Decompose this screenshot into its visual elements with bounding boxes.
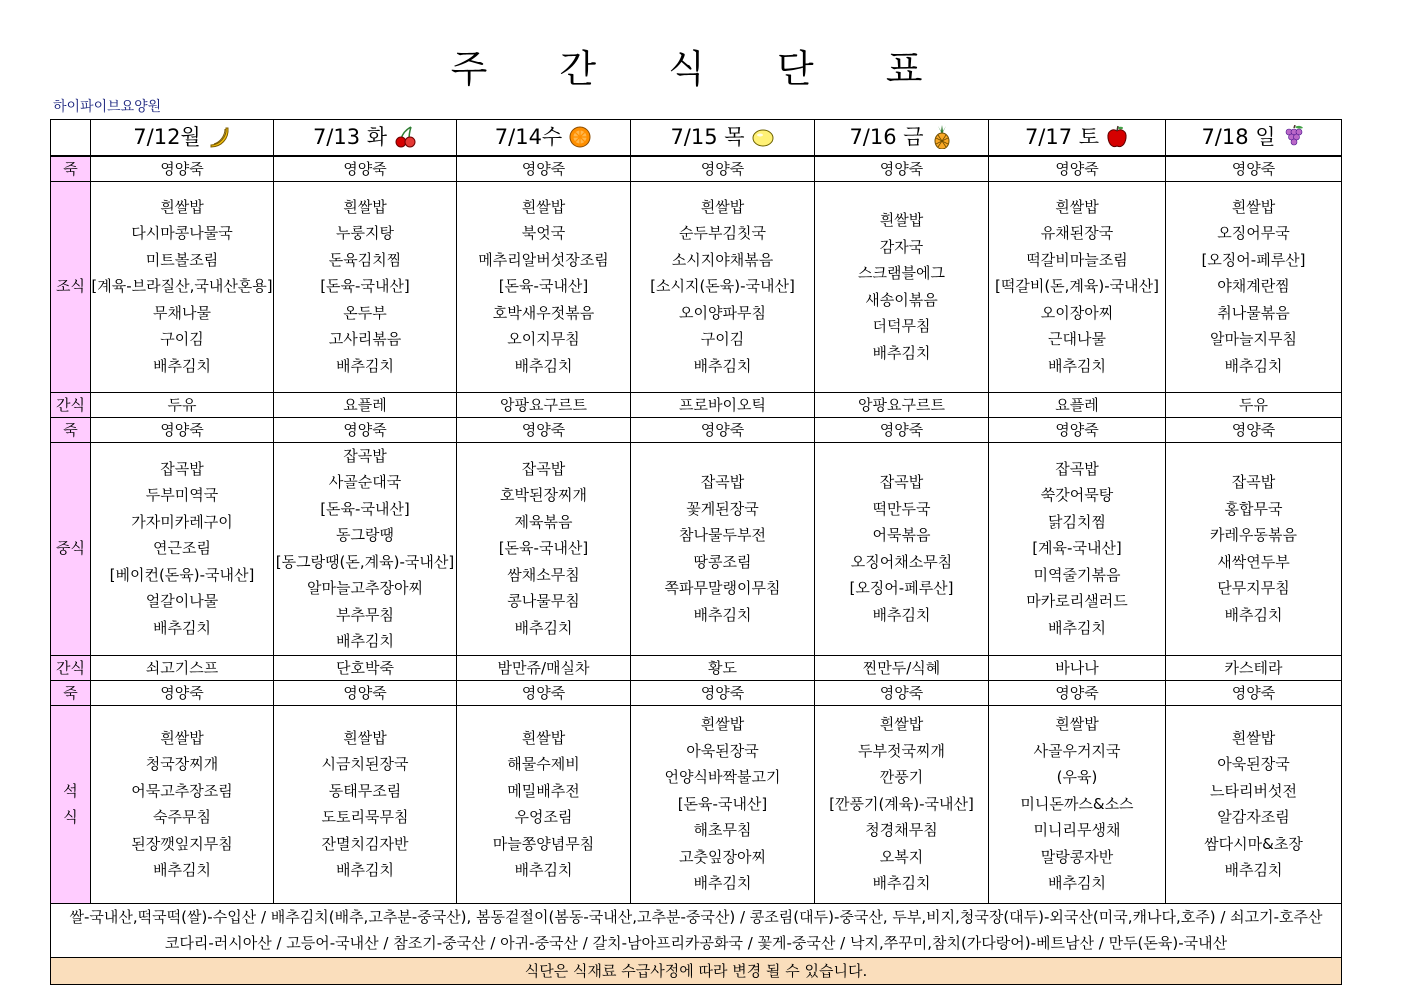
menu-cell <box>1166 181 1342 392</box>
row-label-lunch: 중식 <box>51 442 91 655</box>
food-item: 새싹연두부 <box>1217 552 1290 571</box>
menu-cell: 영양죽 <box>457 156 631 182</box>
food-item: 얼갈이나물 <box>145 592 219 611</box>
menu-cell: 영양죽 <box>631 156 815 182</box>
food-item: 잡곡밥 <box>879 473 924 491</box>
food-item: 호박새우젓볶음 <box>492 303 595 322</box>
menu-cell: 영양죽 <box>1166 156 1342 182</box>
food-item: 쌈다시마&초장 <box>1204 834 1303 853</box>
menu-cell: 요플레 <box>274 392 457 417</box>
food-item: [베이컨(돈육)-국내산] <box>109 565 255 584</box>
day-label: 7/12월 <box>133 125 201 149</box>
porridge-noon-row <box>51 417 1342 442</box>
food-item: 배추김치 <box>153 861 211 879</box>
row-label-breakfast: 조식 <box>51 181 91 392</box>
food-item: 닭김치찜 <box>1048 512 1106 531</box>
facility-name: 하이파이브요양원 <box>53 99 162 115</box>
food-item: 쪽파무말랭이무침 <box>664 579 781 597</box>
food-item: 흰쌀밥 <box>343 728 387 747</box>
food-item: 아욱된장국 <box>1217 755 1290 773</box>
menu-cell: 두유 <box>91 392 274 417</box>
breakfast-row <box>51 181 1342 392</box>
menu-cell: 앙팡요구르트 <box>815 392 989 417</box>
food-item: 오복지 <box>879 847 924 866</box>
food-item: 해물수제비 <box>507 755 580 773</box>
menu-cell: 영양죽 <box>91 680 274 705</box>
food-item: 마늘쫑양념무침 <box>492 834 595 853</box>
menu-cell: 영양죽 <box>989 417 1166 442</box>
menu-cell: 영양죽 <box>91 156 274 182</box>
food-item: 알마늘지무침 <box>1210 330 1297 349</box>
food-item: 흰쌀밥 <box>700 197 745 216</box>
dinner-label-line-2: 식 <box>63 808 78 826</box>
menu-cell <box>815 705 989 903</box>
food-item: 근대나물 <box>1048 330 1106 349</box>
food-item: 홍합무국 <box>1224 499 1283 518</box>
menu-cell: 바나나 <box>989 655 1166 680</box>
menu-cell <box>631 442 815 655</box>
origin-line-1: 쌀-국내산,떡국떡(쌀)-수입산 / 배추김치(배추,고추분-중국산), 봄동겉절이(봄동-국내산,고추분-중국산) / 콩조림(대두)-중국산, 두부,비지,청국장(대두)-외국산(미국,캐나다,호주) / 쇠고기-호주산 <box>69 907 1323 926</box>
menu-cell: 찐만두/식혜 <box>815 655 989 680</box>
food-item: 배추김치 <box>872 343 931 362</box>
food-item: 배추김치 <box>1224 356 1283 375</box>
menu-cell <box>91 181 274 392</box>
food-item: 배추김치 <box>1224 605 1283 624</box>
food-item: [소시지(돈육)-국내산] <box>650 277 795 296</box>
food-item: 제육볶음 <box>514 512 573 531</box>
food-item: 도토리묵무침 <box>321 808 409 826</box>
cherry-icon <box>393 125 417 149</box>
menu-cell: 영양죽 <box>274 417 457 442</box>
food-item: 알마늘고추장아찌 <box>307 579 423 597</box>
food-item: 배추김치 <box>693 356 752 375</box>
menu-cell: 영양죽 <box>1166 680 1342 705</box>
food-item: 무채나물 <box>153 303 211 322</box>
row-label-porridge: 죽 <box>51 680 91 705</box>
food-item: 메밀배추전 <box>507 781 580 800</box>
day-label: 7/16 금 <box>849 125 924 149</box>
food-item: 언양식바짝불고기 <box>664 768 781 787</box>
food-item: 우엉조림 <box>514 808 573 826</box>
menu-cell: 영양죽 <box>457 417 631 442</box>
day-label-wrap <box>313 124 417 151</box>
food-item: 스크램블에그 <box>858 264 945 282</box>
food-item: 고춧잎장아찌 <box>679 847 766 866</box>
day-header <box>815 120 989 156</box>
food-item: [계육-브라질산,국내산혼용] <box>91 277 273 296</box>
food-item: [오징어-페루산] <box>1201 250 1306 269</box>
dinner-label-line-1: 석 <box>63 782 78 800</box>
food-item: 떡만두국 <box>872 499 931 518</box>
menu-cell <box>274 442 457 655</box>
food-item: 오징어무국 <box>1217 224 1290 243</box>
weekly-menu-table <box>50 119 1342 985</box>
food-item: 배추김치 <box>514 618 573 637</box>
food-item: 흰쌀밥 <box>160 728 204 747</box>
menu-cell <box>1166 442 1342 655</box>
food-item: 가자미카레구이 <box>131 512 233 531</box>
row-label-snack: 간식 <box>51 392 91 417</box>
food-item: 청경채무침 <box>865 821 938 840</box>
menu-cell <box>631 181 815 392</box>
food-item: 오이장아찌 <box>1040 303 1114 322</box>
menu-cell: 영양죽 <box>457 680 631 705</box>
day-label-wrap <box>670 124 774 151</box>
food-item: 흰쌀밥 <box>879 715 924 734</box>
menu-cell: 영양죽 <box>989 680 1166 705</box>
food-item: 배추김치 <box>872 605 931 624</box>
food-item: 청국장찌개 <box>145 755 219 773</box>
food-item: 흰쌀밥 <box>160 197 204 216</box>
lemon-icon <box>751 125 775 149</box>
day-label: 7/15 목 <box>670 125 745 149</box>
day-label-wrap <box>495 124 592 151</box>
food-item: 북엇국 <box>521 224 566 243</box>
orange-icon <box>568 125 592 149</box>
food-item: 된장깻잎지무침 <box>131 834 233 853</box>
menu-cell: 프로바이오틱 <box>631 392 815 417</box>
food-item: 콩나물무침 <box>507 592 580 611</box>
menu-cell <box>274 705 457 903</box>
food-item: 배추김치 <box>514 861 573 879</box>
menu-cell: 영양죽 <box>631 680 815 705</box>
menu-cell: 영양죽 <box>989 156 1166 182</box>
notice-text: 식단은 식재료 수급사정에 따라 변경 될 수 있습니다. <box>51 957 1342 985</box>
menu-cell <box>91 442 274 655</box>
row-label-snack: 간식 <box>51 655 91 680</box>
food-item: 흰쌀밥 <box>521 197 566 216</box>
food-item: 배추김치 <box>1048 356 1106 375</box>
food-item: 잡곡밥 <box>160 459 204 478</box>
food-item: 배추김치 <box>336 356 394 375</box>
food-item: 소시지야채볶음 <box>671 250 774 269</box>
food-item: 호박된장찌개 <box>500 486 587 505</box>
food-item: 사골순대국 <box>328 473 402 491</box>
food-item: 배추김치 <box>336 632 394 650</box>
food-item: 카레우동볶음 <box>1210 526 1297 544</box>
menu-cell: 요플레 <box>989 392 1166 417</box>
food-item: 배추김치 <box>336 861 394 879</box>
food-item: 배추김치 <box>1048 618 1106 637</box>
menu-cell <box>815 181 989 392</box>
page-title: 주 간 식 단 표 <box>450 47 953 91</box>
menu-cell: 영양죽 <box>815 417 989 442</box>
food-item: 두부젓국찌개 <box>858 741 945 760</box>
day-header <box>1166 120 1342 156</box>
food-item: 동그랑땡 <box>336 526 394 544</box>
food-item: [돈육-국내산] <box>498 539 589 558</box>
food-item: 고사리볶음 <box>328 330 402 349</box>
corner-cell <box>51 120 91 156</box>
food-item: 구이김 <box>160 330 204 349</box>
menu-cell <box>91 705 274 903</box>
menu-cell: 앙팡요구르트 <box>457 392 631 417</box>
day-label: 7/13 화 <box>312 125 388 149</box>
menu-cell: 영양죽 <box>815 680 989 705</box>
menu-cell <box>1166 705 1342 903</box>
food-item: 새송이볶음 <box>865 290 938 309</box>
menu-cell <box>989 442 1166 655</box>
food-item: 흰쌀밥 <box>879 211 924 229</box>
food-item: 잡곡밥 <box>700 473 745 491</box>
menu-cell: 황도 <box>631 655 815 680</box>
food-item: 야채계란찜 <box>1217 277 1290 296</box>
menu-cell: 밤만쥬/매실차 <box>457 655 631 680</box>
menu-cell: 카스테라 <box>1166 655 1342 680</box>
food-item: 해초무침 <box>693 821 752 840</box>
food-item: 잡곡밥 <box>1055 459 1099 478</box>
food-item: 떡갈비마늘조림 <box>1026 250 1128 269</box>
menu-cell: 영양죽 <box>815 156 989 182</box>
food-item: 어묵볶음 <box>872 526 931 544</box>
menu-cell <box>989 181 1166 392</box>
menu-cell: 영양죽 <box>274 156 457 182</box>
day-label-wrap <box>1201 124 1305 151</box>
notice-row <box>51 957 1342 985</box>
food-item: [돈육-국내산] <box>677 794 768 813</box>
food-item: [떡갈비(돈,계육)-국내산] <box>995 277 1159 296</box>
food-item: 시금치된장국 <box>321 755 409 773</box>
food-item: 미트볼조림 <box>145 250 219 269</box>
food-item: 어묵고추장조림 <box>131 781 233 800</box>
food-item: 흰쌀밥 <box>521 728 566 747</box>
day-label-wrap <box>133 124 230 151</box>
food-item: 흰쌀밥 <box>1055 715 1099 734</box>
food-item: [계육-국내산] <box>1032 539 1122 558</box>
menu-cell <box>274 181 457 392</box>
food-item: 흰쌀밥 <box>1231 728 1276 747</box>
food-item: 감자국 <box>879 237 924 256</box>
food-item: 부추무침 <box>336 605 394 624</box>
apple-icon <box>1105 125 1129 149</box>
origin-info <box>51 903 1342 957</box>
food-item: 다시마콩나물국 <box>131 224 233 243</box>
origin-row <box>51 903 1342 957</box>
food-item: 배추김치 <box>693 874 752 893</box>
day-label-wrap <box>849 124 953 151</box>
pineapple-icon <box>930 125 954 149</box>
food-item: 말랑콩자반 <box>1040 847 1114 866</box>
food-item: 잔멸치김자반 <box>321 834 409 853</box>
day-header <box>91 120 274 156</box>
food-item: 아욱된장국 <box>686 741 759 760</box>
menu-cell <box>457 705 631 903</box>
food-item: 오이지무침 <box>507 330 580 349</box>
food-item: 잡곡밥 <box>521 459 566 478</box>
day-header <box>457 120 631 156</box>
food-item: [돈육-국내산] <box>320 277 410 296</box>
day-label: 7/18 일 <box>1201 125 1276 149</box>
menu-cell: 영양죽 <box>274 680 457 705</box>
food-item: 온두부 <box>343 303 387 322</box>
food-item: 잡곡밥 <box>343 446 387 465</box>
food-item: 흰쌀밥 <box>700 715 745 734</box>
day-label: 7/14수 <box>494 125 563 149</box>
food-item: 땅콩조림 <box>693 552 752 571</box>
snack-pm-row <box>51 655 1342 680</box>
porridge-am-row <box>51 156 1342 182</box>
menu-cell: 영양죽 <box>631 417 815 442</box>
food-item: 흰쌀밥 <box>1055 197 1099 216</box>
food-item: 순두부김칫국 <box>679 224 766 243</box>
food-item: 쌈채소무침 <box>507 565 580 584</box>
food-item: 흰쌀밥 <box>1231 197 1276 216</box>
food-item: 동태무조림 <box>328 781 402 800</box>
food-item: 느타리버섯전 <box>1210 781 1297 800</box>
menu-cell: 두유 <box>1166 392 1342 417</box>
food-item: 마카로리샐러드 <box>1026 592 1128 611</box>
menu-cell: 영양죽 <box>91 417 274 442</box>
food-item: 미니리무생채 <box>1033 821 1121 840</box>
lunch-row <box>51 442 1342 655</box>
menu-cell <box>989 705 1166 903</box>
food-item: 배추김치 <box>153 618 211 637</box>
menu-cell: 쇠고기스프 <box>91 655 274 680</box>
day-label: 7/17 토 <box>1024 125 1100 149</box>
food-item: 배추김치 <box>1048 874 1106 893</box>
day-header-row <box>51 120 1342 156</box>
food-item: [돈육-국내산] <box>498 277 589 296</box>
food-item: 구이김 <box>700 330 745 349</box>
food-item: 단무지무침 <box>1217 579 1290 597</box>
food-item: [동그랑땡(돈,계육)-국내산] <box>275 552 455 571</box>
menu-cell: 영양죽 <box>1166 417 1342 442</box>
food-item: 돈육김치찜 <box>328 250 402 269</box>
food-item: 배추김치 <box>872 874 931 893</box>
row-label-porridge: 죽 <box>51 156 91 182</box>
food-item: 연근조림 <box>153 539 211 558</box>
food-item: 두부미역국 <box>145 486 219 505</box>
food-item: 더덕무침 <box>872 317 931 335</box>
day-header <box>989 120 1166 156</box>
porridge-pm-row <box>51 680 1342 705</box>
food-item: 유채된장국 <box>1040 224 1114 243</box>
food-item: 꽃게된장국 <box>686 499 759 518</box>
day-label-wrap <box>1025 124 1129 151</box>
food-item: 숙주무침 <box>153 808 211 826</box>
menu-cell <box>457 181 631 392</box>
banana-icon <box>207 125 231 149</box>
food-item: [돈육-국내산] <box>320 499 410 518</box>
food-item: [깐풍기(계육)-국내산] <box>829 794 974 813</box>
menu-cell <box>457 442 631 655</box>
food-item: 배추김치 <box>514 356 573 375</box>
food-item: 쑥갓어묵탕 <box>1040 486 1114 505</box>
food-item: 미역줄기볶음 <box>1033 565 1121 584</box>
food-item: 오이양파무침 <box>679 303 766 322</box>
menu-cell <box>631 705 815 903</box>
food-item: 잡곡밥 <box>1231 473 1276 491</box>
food-item: 흰쌀밥 <box>343 197 387 216</box>
food-item: 메추리알버섯장조림 <box>478 250 609 269</box>
food-item: 누룽지탕 <box>336 224 394 243</box>
origin-line-2: 코다리-러시아산 / 고등어-국내산 / 참조기-중국산 / 아귀-중국산 / 갈치-남아프리카공화국 / 꽃게-중국산 / 낙지,쭈꾸미,참치(가다랑어)-베트남산 / 만두(돈육)-국내산 <box>164 934 1228 952</box>
food-item: [오징어-페루산] <box>849 579 954 597</box>
food-item: 참나물두부전 <box>679 526 766 544</box>
food-item: 배추김치 <box>693 605 752 624</box>
row-label-porridge: 죽 <box>51 417 91 442</box>
food-item: 배추김치 <box>153 356 211 375</box>
food-item: 미니돈까스&소스 <box>1020 794 1134 813</box>
food-item: 사골우거지국 <box>1033 741 1121 760</box>
food-item: 알감자조림 <box>1217 808 1290 826</box>
menu-cell: 단호박죽 <box>274 655 457 680</box>
food-item: 깐풍기 <box>879 768 924 787</box>
grape-icon <box>1282 125 1306 149</box>
day-header <box>631 120 815 156</box>
menu-cell <box>815 442 989 655</box>
row-label-dinner <box>51 705 91 903</box>
snack-am-row <box>51 392 1342 417</box>
food-item: 배추김치 <box>1224 861 1283 879</box>
food-item: 취나물볶음 <box>1217 303 1290 322</box>
food-item: 오징어채소무침 <box>850 552 953 571</box>
dinner-row <box>51 705 1342 903</box>
food-item: (우육) <box>1056 768 1098 787</box>
day-header <box>274 120 457 156</box>
